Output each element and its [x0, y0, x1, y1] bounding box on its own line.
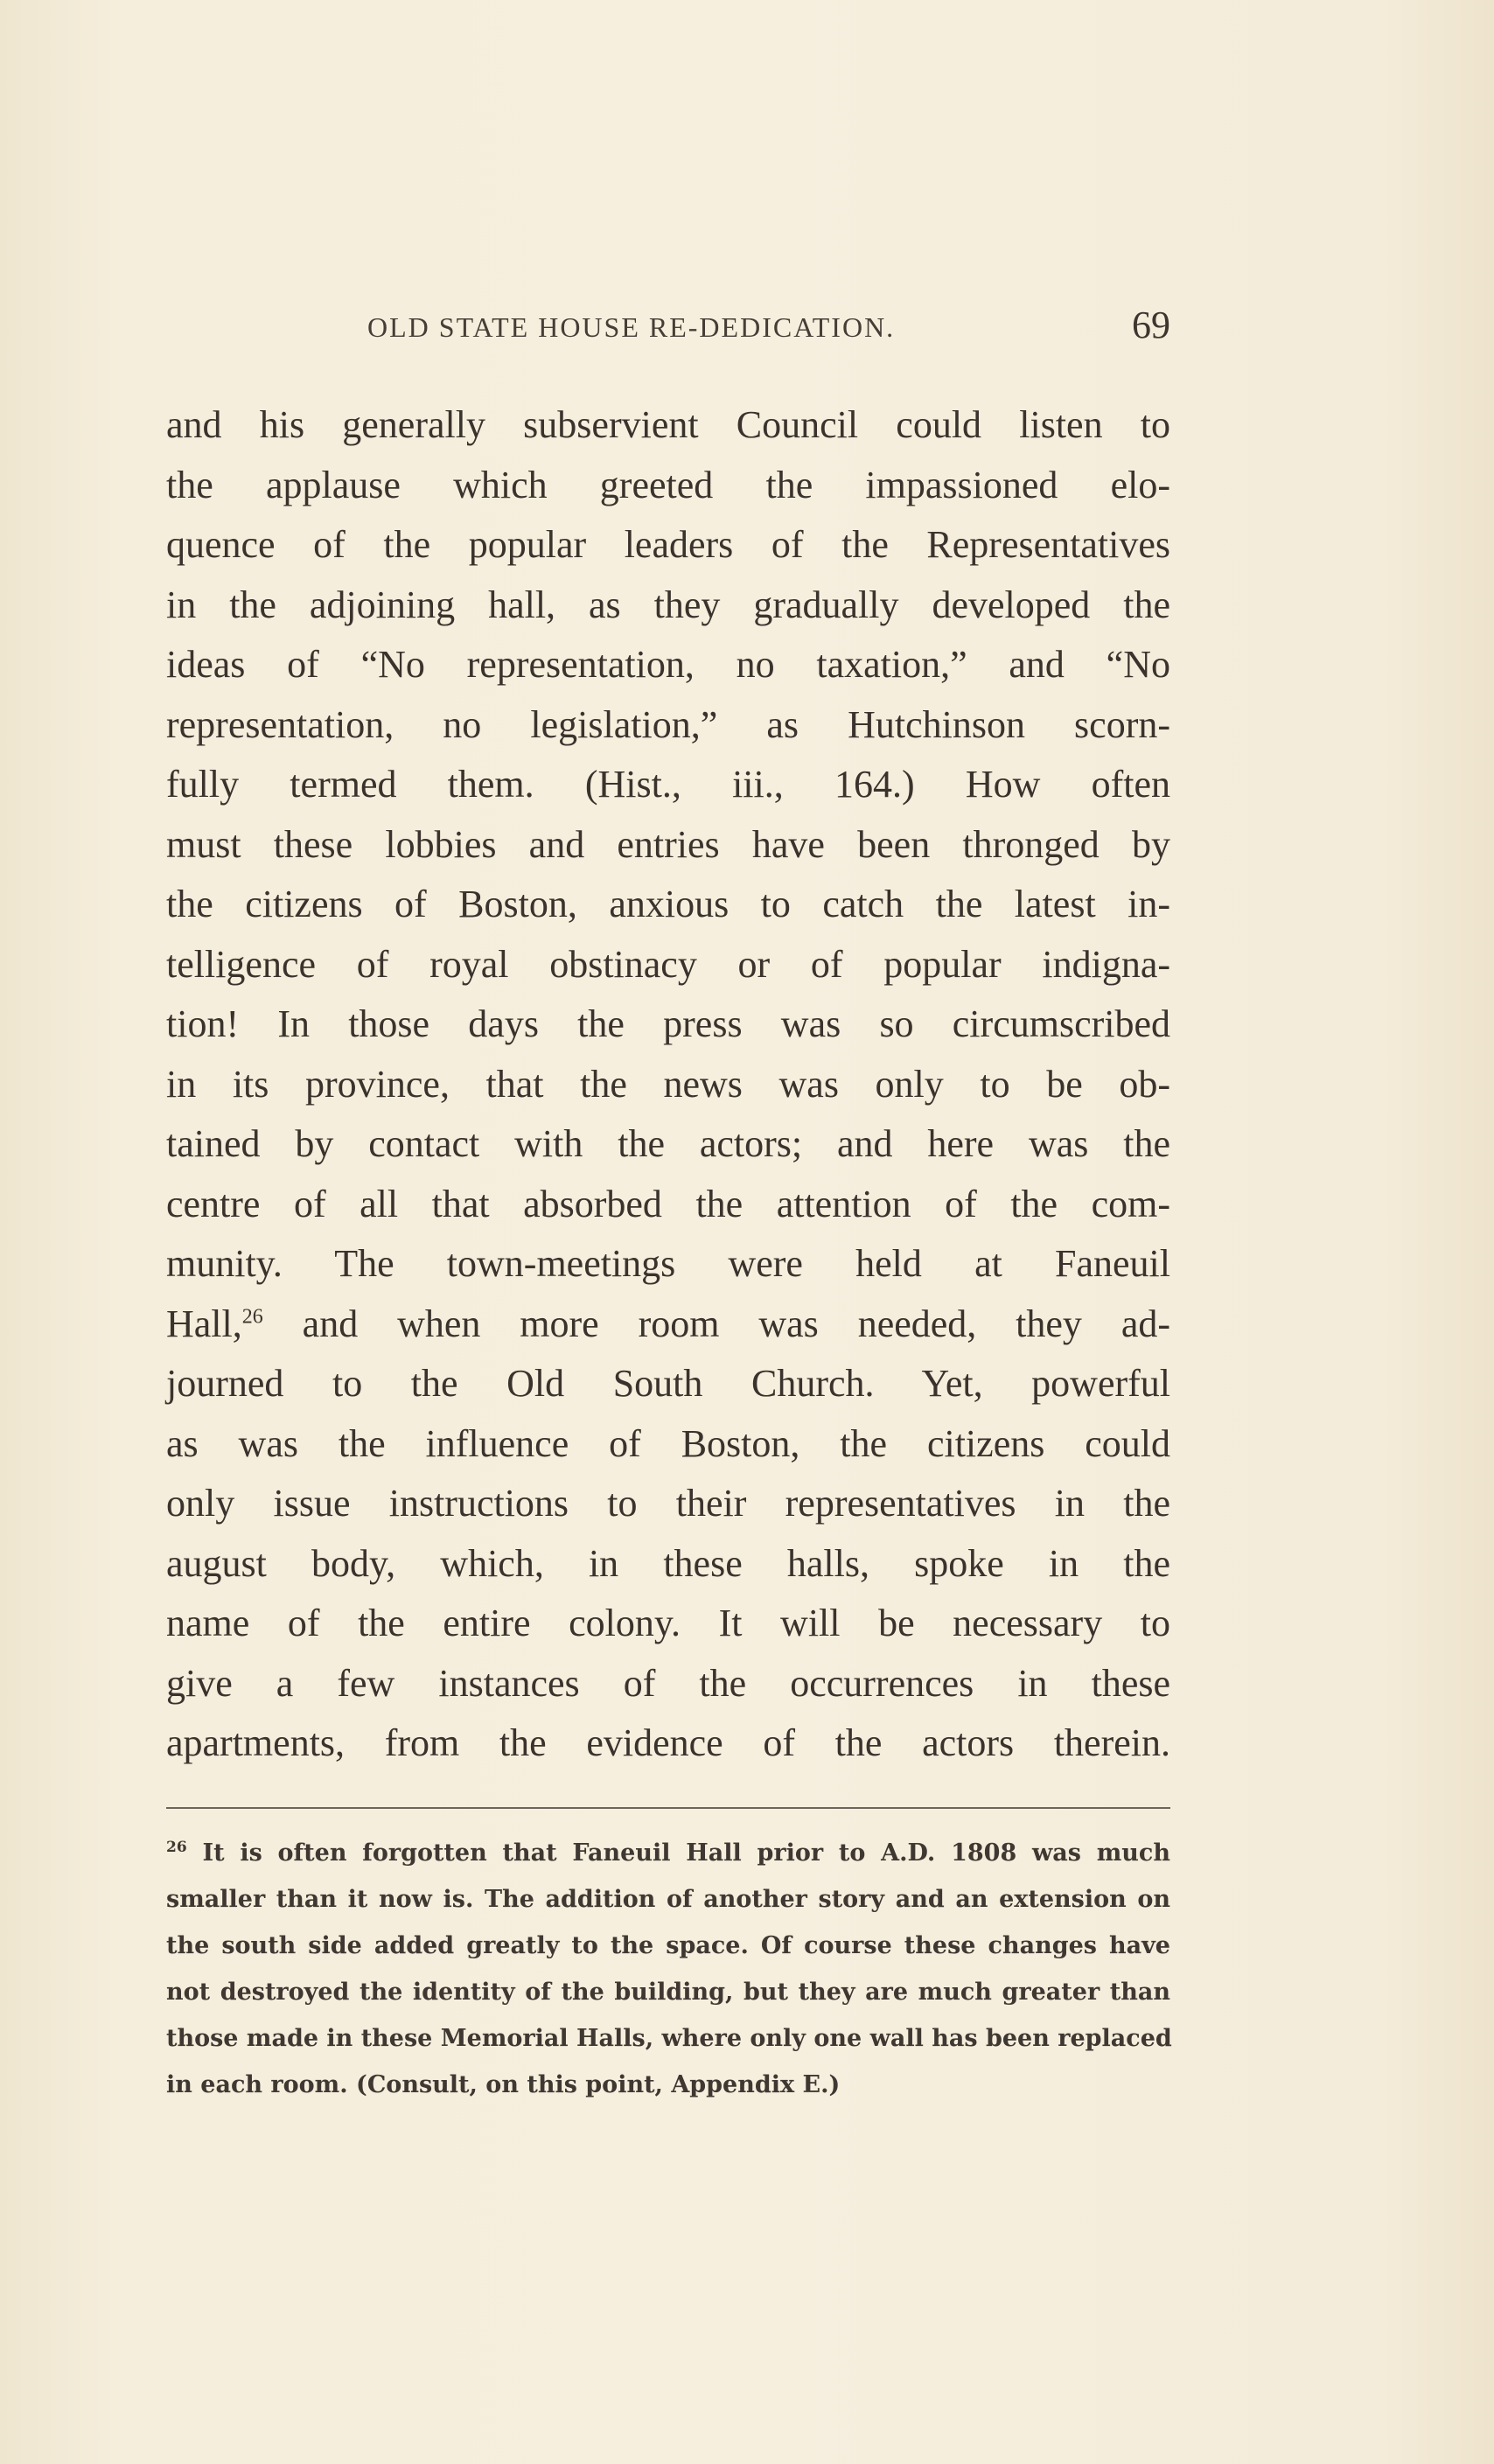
footnote-line: not destroyed the identity of the building, but they are much greater than [166, 1979, 1170, 2006]
body-line: ideas of “No representation, no taxation,” and “No [166, 643, 1170, 686]
body-line: representation, no legislation,” as Hutchinson scorn- [166, 702, 1170, 746]
body-line: tained by contact with the actors; and here was the [166, 1122, 1170, 1165]
footnote-reference[interactable]: 26 [241, 1304, 263, 1328]
body-line: give a few instances of the occurrences in these [166, 1661, 1170, 1705]
footnote-line: those made in these Memorial Halls, where only one wall has been replaced [166, 2025, 1172, 2052]
body-line: in its province, that the news was only to be ob- [166, 1062, 1170, 1106]
body-line: the citizens of Boston, anxious to catch the latest in- [166, 883, 1170, 925]
footnote-line: the south side added greatly to the space. Of course these changes have [166, 1932, 1170, 1959]
body-line-with-footnote-ref [166, 1295, 1170, 1355]
line-rest: and when more room was needed, they ad- [302, 1302, 1171, 1345]
body-line: telligence of royal obstinacy or of popular indigna- [166, 942, 1170, 986]
body-line: apartments, from the evidence of the actors therein. [166, 1721, 1170, 1764]
body-line: tion! In those days the press was so circumscribed [166, 1002, 1170, 1045]
footnote-first-line-text: It is often forgotten that Faneuil Hall prior to A.D. 1808 was much [202, 1839, 1171, 1867]
body-line: centre of all that absorbed the attention of the com- [166, 1182, 1170, 1225]
footnote-divider [166, 1807, 1170, 1809]
body-line: munity. The town-meetings were held at Faneuil [166, 1242, 1170, 1285]
footnote-line: smaller than it now is. The addition of another story and an extension on [166, 1886, 1170, 1913]
body-line: quence of the popular leaders of the Representatives [166, 523, 1170, 566]
body-line: must these lobbies and entries have been thronged by [166, 822, 1170, 866]
body-line: only issue instructions to their representatives in the [166, 1482, 1170, 1525]
body-line: fully termed them. (Hist., iii., 164.) How often [166, 763, 1170, 806]
body-line: journed to the Old South Church. Yet, powerful [166, 1362, 1170, 1405]
running-head [166, 304, 1170, 348]
running-title: OLD STATE HOUSE RE-DEDICATION. [367, 311, 896, 343]
body-line: as was the influence of Boston, the citizens could [166, 1421, 1170, 1465]
footnote-marker: 26 [166, 1839, 187, 1856]
footnote [166, 1830, 1170, 2108]
line-prefix: Hall, [166, 1302, 242, 1345]
body-line: in the adjoining hall, as they gradually developed the [166, 583, 1170, 626]
body-line: august body, which, in these halls, spoke in the [166, 1541, 1170, 1585]
body-line: the applause which greeted the impassioned elo- [166, 463, 1170, 506]
body-text [166, 395, 1170, 1774]
footnote-line: in each room. (Consult, on this point, Appendix E.) [166, 2071, 841, 2098]
footnote-line [166, 1830, 1170, 1876]
body-line: name of the entire colony. It will be necessary to [166, 1602, 1170, 1644]
body-line: and his generally subservient Council could listen to [166, 403, 1170, 446]
page-number: 69 [1132, 304, 1170, 346]
